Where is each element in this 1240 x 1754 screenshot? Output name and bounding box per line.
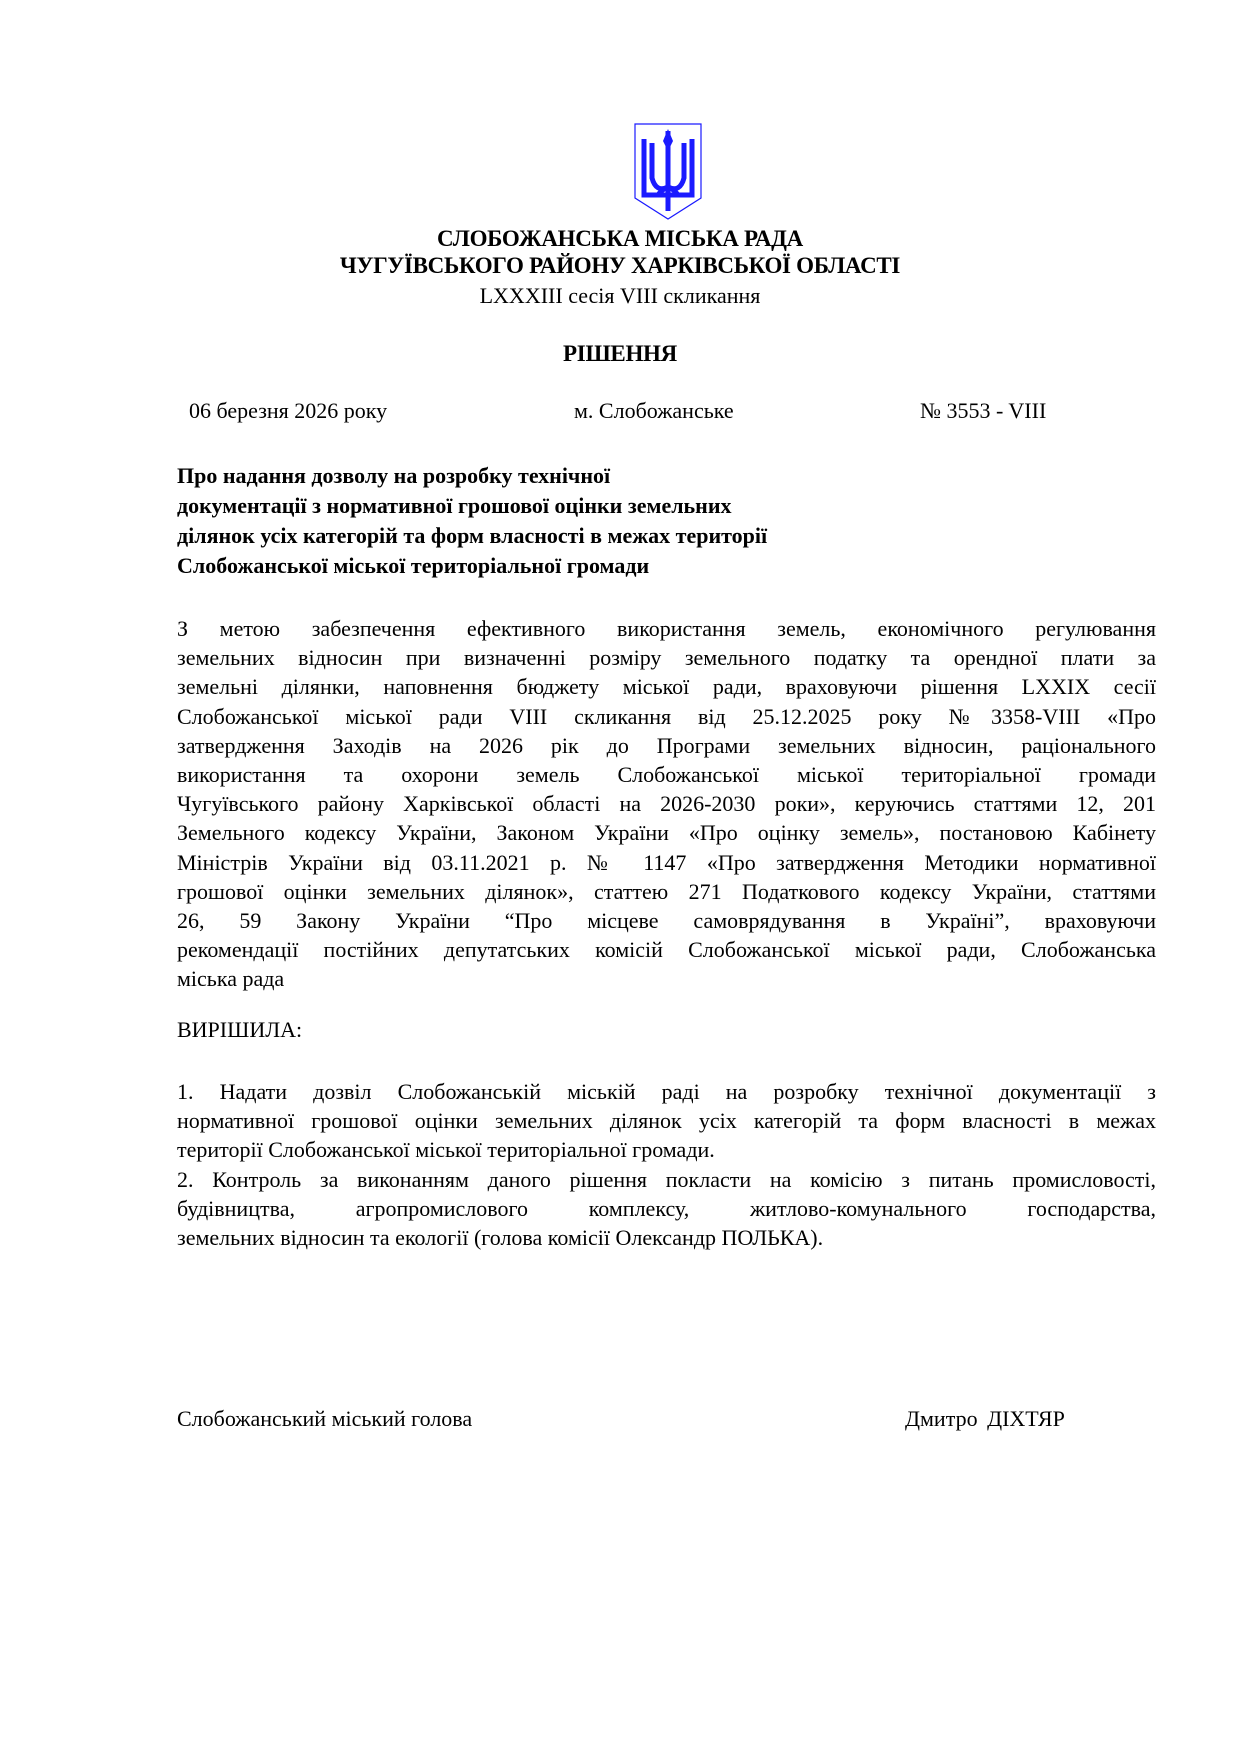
text-line: З метою забезпечення ефективного використання земель, економічного регулювання [177, 616, 1156, 641]
text-line: земельних відносин при визначенні розміру земельного податку та орендної плати за [177, 645, 1156, 671]
decision-subject [177, 461, 767, 581]
resolution-items [177, 1077, 1156, 1252]
signatory-position: Слобожанський міський голова [177, 1406, 473, 1431]
subject-line: ділянок усіх категорій та форм власності в межах території [177, 523, 768, 548]
coat-of-arms-emblem [634, 123, 702, 220]
council-name: СЛОБОЖАНСЬКА МІСЬКА РАДА [437, 226, 803, 251]
decision-number: № 3553 - VIII [920, 398, 1047, 423]
text-line: рекомендації постійних депутатських комісій Слобожанської міської ради, Слобожанська [177, 937, 1156, 963]
decision-date: 06 березня 2026 року [189, 398, 388, 423]
text-line: Земельного кодексу України, Законом України «Про оцінку земель», постановою Кабінету [177, 820, 1156, 846]
document-type: РІШЕННЯ [563, 341, 677, 366]
district-name: ЧУГУЇВСЬКОГО РАЙОНУ ХАРКІВСЬКОЇ ОБЛАСТІ [339, 253, 901, 278]
text-line: Чугуївського району Харківської області на 2026-2030 роки», керуючись статтями 12, 201 [177, 791, 1156, 817]
item-line: земельних відносин та екології (голова комісії Олександр ПОЛЬКА). [177, 1224, 824, 1250]
subject-line: документації з нормативної грошової оцінки земельних [177, 493, 732, 518]
resolved-heading: ВИРІШИЛА: [177, 1017, 303, 1042]
text-line: грошової оцінки земельних ділянок», статтею 271 Податкового кодексу України, статтями [177, 878, 1156, 904]
text-line: Міністрів України від 03.11.2021 р. № 1147 «Про затвердження Методики нормативної [177, 849, 1156, 875]
item-line: будівництва, агропромислового комплексу, житлово-комунального господарства, [177, 1195, 1156, 1221]
item-line: 2. Контроль за виконанням даного рішення покласти на комісію з питань промисловості, [177, 1166, 1156, 1192]
text-line: затвердження Заходів на 2026 рік до Програми земельних відносин, раціонального [177, 732, 1156, 758]
decision-place: м. Слобожанське [574, 398, 734, 423]
text-line: 26, 59 Закону України “Про місцеве самоврядування в Україні”, враховуючи [177, 907, 1156, 933]
text-line: використання та охорони земель Слобожанської міської територіальної громади [177, 761, 1156, 787]
item-line: території Слобожанської міської територіальної громади. [177, 1137, 715, 1163]
text-line: міська рада [177, 966, 285, 992]
preamble-paragraph [177, 614, 1156, 993]
subject-line: Про надання дозволу на розробку технічної [177, 463, 611, 488]
signatory-name: Дмитро ДІХТЯР [905, 1406, 1065, 1431]
session-label: LXXXIII сесія VIII скликання [479, 283, 761, 308]
text-line: Слобожанської міської ради VIII скликання від 25.12.2025 року №3358-VIII «Про [177, 703, 1156, 729]
item-line: 1. Надати дозвіл Слобожанській міській раді на розробку технічної документації з [177, 1079, 1156, 1104]
tryzub-icon [634, 123, 702, 220]
item-line: нормативної грошової оцінки земельних ділянок усіх категорій та форм власності в межах [177, 1108, 1156, 1134]
text-line: земельні ділянки, наповнення бюджету міської ради, враховуючи рішення LXXIX сесії [177, 674, 1156, 700]
subject-line: Слобожанської міської територіальної громади [177, 553, 650, 578]
